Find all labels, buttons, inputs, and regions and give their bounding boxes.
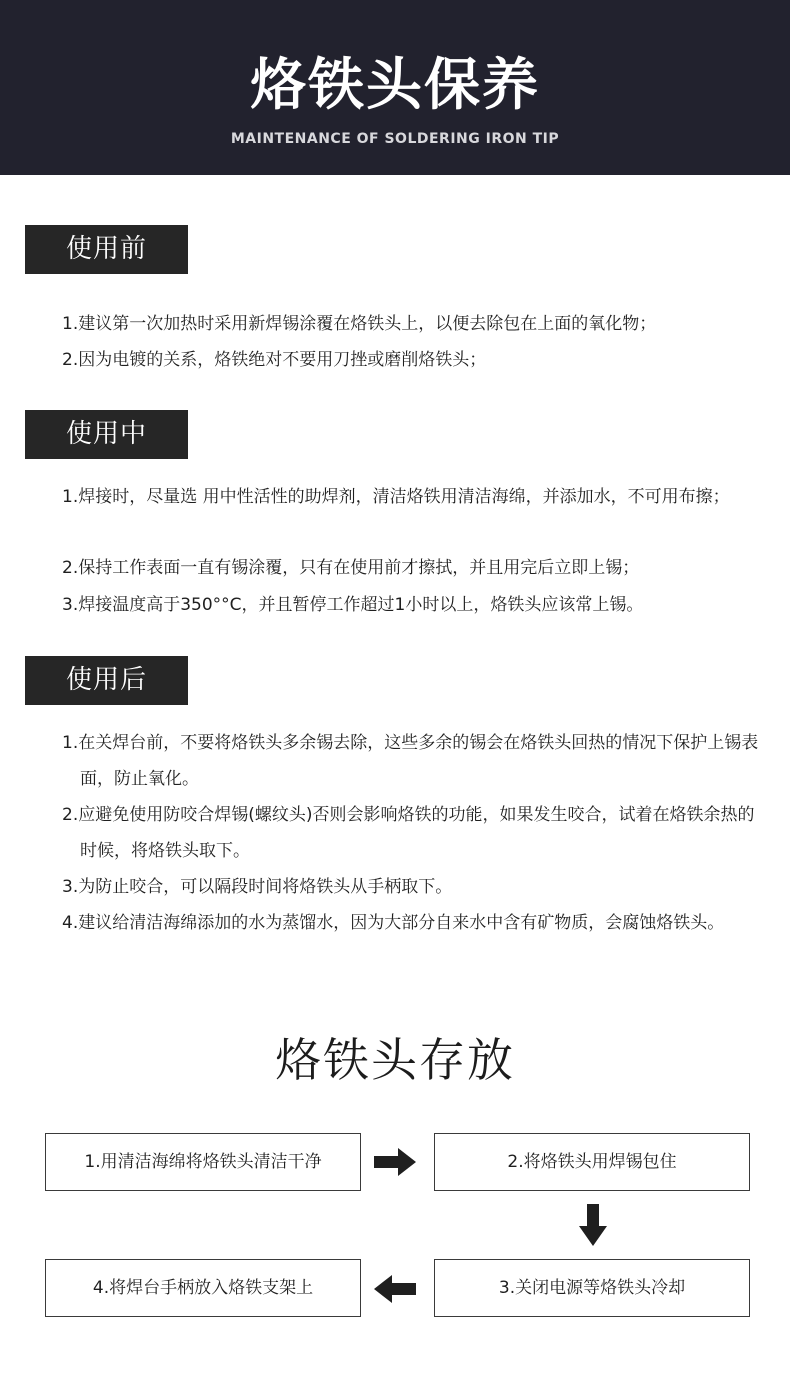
storage-step-2: 2.将烙铁头用焊锡包住 [434,1133,750,1191]
storage-step-1: 1.用清洁海绵将烙铁头清洁干净 [45,1133,361,1191]
page-subtitle: MAINTENANCE OF SOLDERING IRON TIP [230,131,560,147]
list-item: 3.为防止咬合，可以隔段时间将烙铁头从手柄取下。 [62,877,453,897]
list-item: 2.应避免使用防咬合焊锡(螺纹头)否则会影响烙铁的功能，如果发生咬合，试着在烙铁余热的时候，将烙铁头取下。 [62,805,755,861]
arrow-left-icon [374,1275,416,1303]
storage-title: 烙铁头存放 [275,1033,515,1087]
section-label-during-use: 使用中 [25,410,188,459]
arrow-down-icon [579,1204,607,1246]
section-label-after-use: 使用后 [25,656,188,705]
section-label-before-use: 使用前 [25,225,188,274]
storage-step-3: 3.关闭电源等烙铁头冷却 [434,1259,750,1317]
list-item: 2.保持工作表面一直有锡涂覆，只有在使用前才擦拭，并且用完后立即上锡； [62,558,640,578]
list-item: 1.在关焊台前，不要将烙铁头多余锡去除，这些多余的锡会在烙铁头回热的情况下保护上锡表面，防止氧化。 [62,733,759,789]
list-item: 3.焊接温度高于350°°C，并且暂停工作超过1小时以上，烙铁头应该常上锡。 [62,595,644,615]
list-item: 1.焊接时，尽量选 用中性活性的助焊剂，清洁烙铁用清洁海绵，并添加水，不可用布擦； [62,487,730,507]
storage-step-4: 4.将焊台手柄放入烙铁支架上 [45,1259,361,1317]
list-item: 2.因为电镀的关系，烙铁绝对不要用刀挫或磨削烙铁头； [62,350,487,370]
list-item: 4.建议给清洁海绵添加的水为蒸馏水，因为大部分自来水中含有矿物质，会腐蚀烙铁头。 [62,913,725,933]
arrow-right-icon [374,1148,416,1176]
page-title: 烙铁头保养 [250,53,540,118]
header-banner [0,0,790,175]
list-item: 1.建议第一次加热时采用新焊锡涂覆在烙铁头上，以便去除包在上面的氧化物； [62,314,657,334]
